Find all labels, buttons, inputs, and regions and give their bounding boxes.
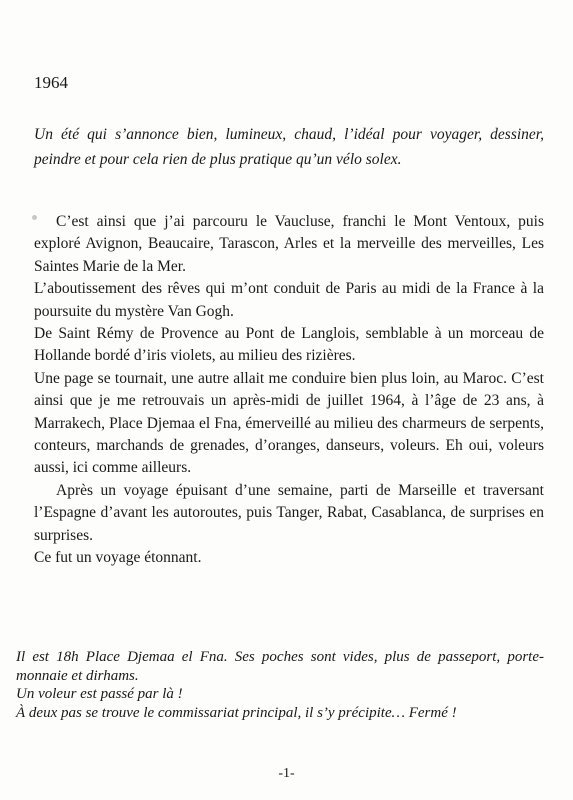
- paragraph-saint-remy: De Saint Rémy de Provence au Pont de Langlois, semblable à un morceau de Hollande bordé d’iris violets, au milieu des rizières.: [34, 325, 544, 365]
- paragraph-vaucluse: C’est ainsi que j’ai parcouru le Vaucluse, franchi le Mont Ventoux, puis exploré Avignon, Beaucaire, Tarascon, Arles et la merveille des merveilles, Les Saintes Marie de la Mer.: [34, 213, 544, 275]
- closing-line-commissariat: À deux pas se trouve le commissariat principal, il s’y précipite… Fermé !: [16, 704, 457, 721]
- paragraph-maroc: Une page se tournait, une autre allait me conduire bien plus loin, au Maroc. C’est ainsi que je me retrouvais un après-midi de juillet 1964, à l’âge de 23 ans, à Marrakech, Place Djemaa el Fna, émerveillé au milieu des charmeurs de serpents, conteurs, marchands de grenades, d’oranges, danseurs, voleurs. Eh oui, voleurs aussi, ici comme ailleurs.: [34, 369, 544, 477]
- closing-line-poches: Il est 18h Place Djemaa el Fna. Ses poches sont vides, plus de passeport, porte-monnaie et dirhams.: [16, 649, 544, 684]
- intro-paragraph: Un été qui s’annonce bien, lumineux, chaud, l’idéal pour voyager, dessiner, peindre et pour cela rien de plus pratique qu’un vélo solex.: [34, 126, 544, 168]
- paragraph-etonnant: Ce fut un voyage étonnant.: [34, 549, 202, 567]
- closing-line-voleur: Un voleur est passé par là !: [16, 686, 183, 702]
- body-text: [34, 211, 544, 570]
- page-number: -1-: [278, 766, 295, 781]
- paragraph-voyage: Après un voyage épuisant d’une semaine, parti de Marseille et traversant l’Espagne d’avant les autoroutes, puis Tanger, Rabat, Casablanca, de surprises en surprises.: [34, 481, 544, 544]
- paragraph-van-gogh: L’aboutissement des rêves qui m’ont conduit de Paris au midi de la France à la poursuite du mystère Van Gogh.: [34, 280, 544, 320]
- chapter-year: 1964: [34, 73, 68, 92]
- closing-italic-block: [16, 648, 544, 722]
